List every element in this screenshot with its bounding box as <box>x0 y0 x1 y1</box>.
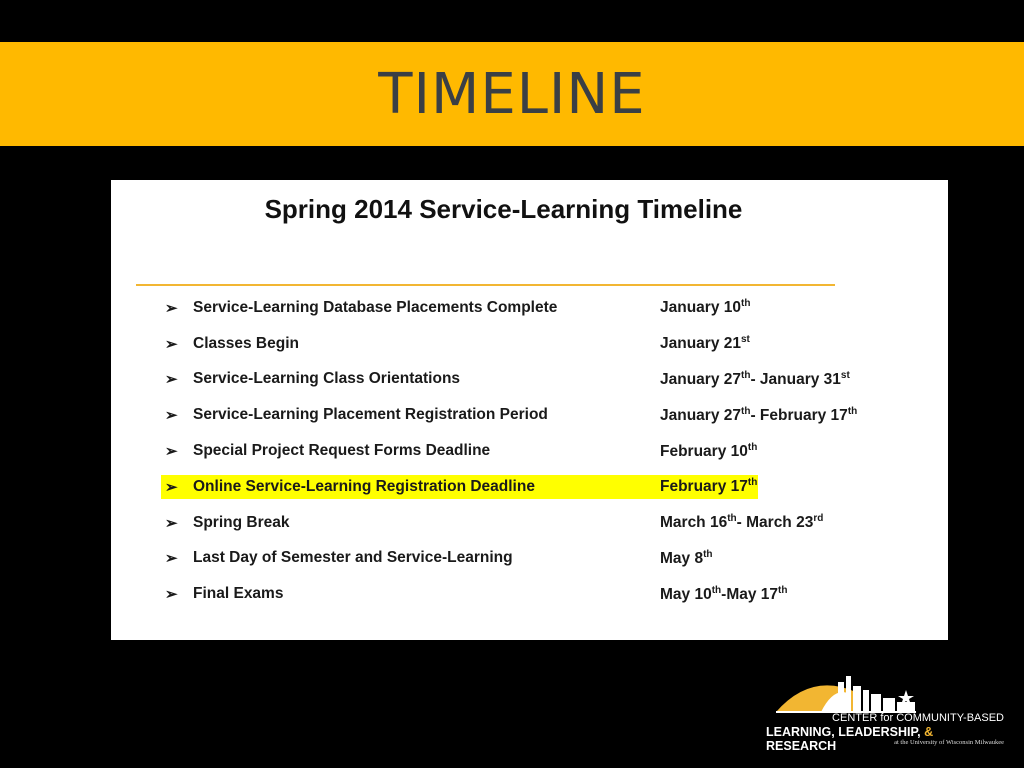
title-bar <box>0 42 1024 146</box>
arrow-bullet-icon: ➢ <box>165 514 178 532</box>
event-date: January 10th <box>660 298 751 317</box>
timeline-row <box>155 576 935 612</box>
arrow-bullet-icon: ➢ <box>165 299 178 317</box>
timeline-row <box>155 505 935 541</box>
arrow-bullet-icon: ➢ <box>165 443 178 461</box>
timeline-row <box>155 541 935 577</box>
event-label: Service-Learning Database Placements Complete <box>193 298 558 316</box>
event-label: Spring Break <box>193 513 290 531</box>
timeline-row <box>155 290 935 326</box>
event-label: Final Exams <box>193 585 284 603</box>
center-logo <box>766 672 1006 752</box>
event-date: January 27th- January 31st <box>660 369 850 389</box>
arrow-bullet-icon: ➢ <box>165 371 178 389</box>
event-date: January 27th- February 17th <box>660 405 858 424</box>
arrow-bullet-icon: ➢ <box>165 550 178 568</box>
event-label: Classes Begin <box>193 334 299 352</box>
event-label: Last Day of Semester and Service-Learning <box>193 549 513 567</box>
logo-line-1: CENTER for COMMUNITY-BASED <box>832 712 1004 724</box>
event-label: Service-Learning Placement Registration Period <box>193 406 548 424</box>
event-date: January 21st <box>660 334 750 353</box>
timeline-list <box>155 290 935 612</box>
event-date: February 17th <box>660 477 758 496</box>
heading-divider <box>136 284 835 286</box>
arrow-bullet-icon: ➢ <box>165 586 178 604</box>
event-label: Special Project Request Forms Deadline <box>193 442 491 460</box>
arrow-bullet-icon: ➢ <box>165 335 178 353</box>
event-date: February 10th <box>660 441 758 460</box>
event-date: May 8th <box>660 548 713 568</box>
arrow-bullet-icon: ➢ <box>165 407 178 425</box>
event-date: May 10th-May 17th <box>660 584 788 603</box>
event-label: Service-Learning Class Orientations <box>193 370 461 388</box>
timeline-row <box>155 397 935 433</box>
event-date: March 16th- March 23rd <box>660 513 824 532</box>
logo-line-3: at the University of Wisconsin Milwaukee <box>894 739 1004 746</box>
timeline-row <box>155 469 935 505</box>
timeline-row <box>155 326 935 362</box>
slide-title: TIMELINE <box>378 61 646 127</box>
panel-heading: Spring 2014 Service-Learning Timeline <box>264 194 743 224</box>
timeline-row <box>155 362 935 398</box>
event-label: Online Service-Learning Registration Deadline <box>193 477 535 495</box>
timeline-image-panel <box>111 180 948 640</box>
skyline-arch-icon <box>766 672 1006 716</box>
arrow-bullet-icon: ➢ <box>165 478 178 496</box>
timeline-row <box>155 433 935 469</box>
logo-line-2: LEARNING, LEADERSHIP, & RESEARCH <box>766 725 934 753</box>
